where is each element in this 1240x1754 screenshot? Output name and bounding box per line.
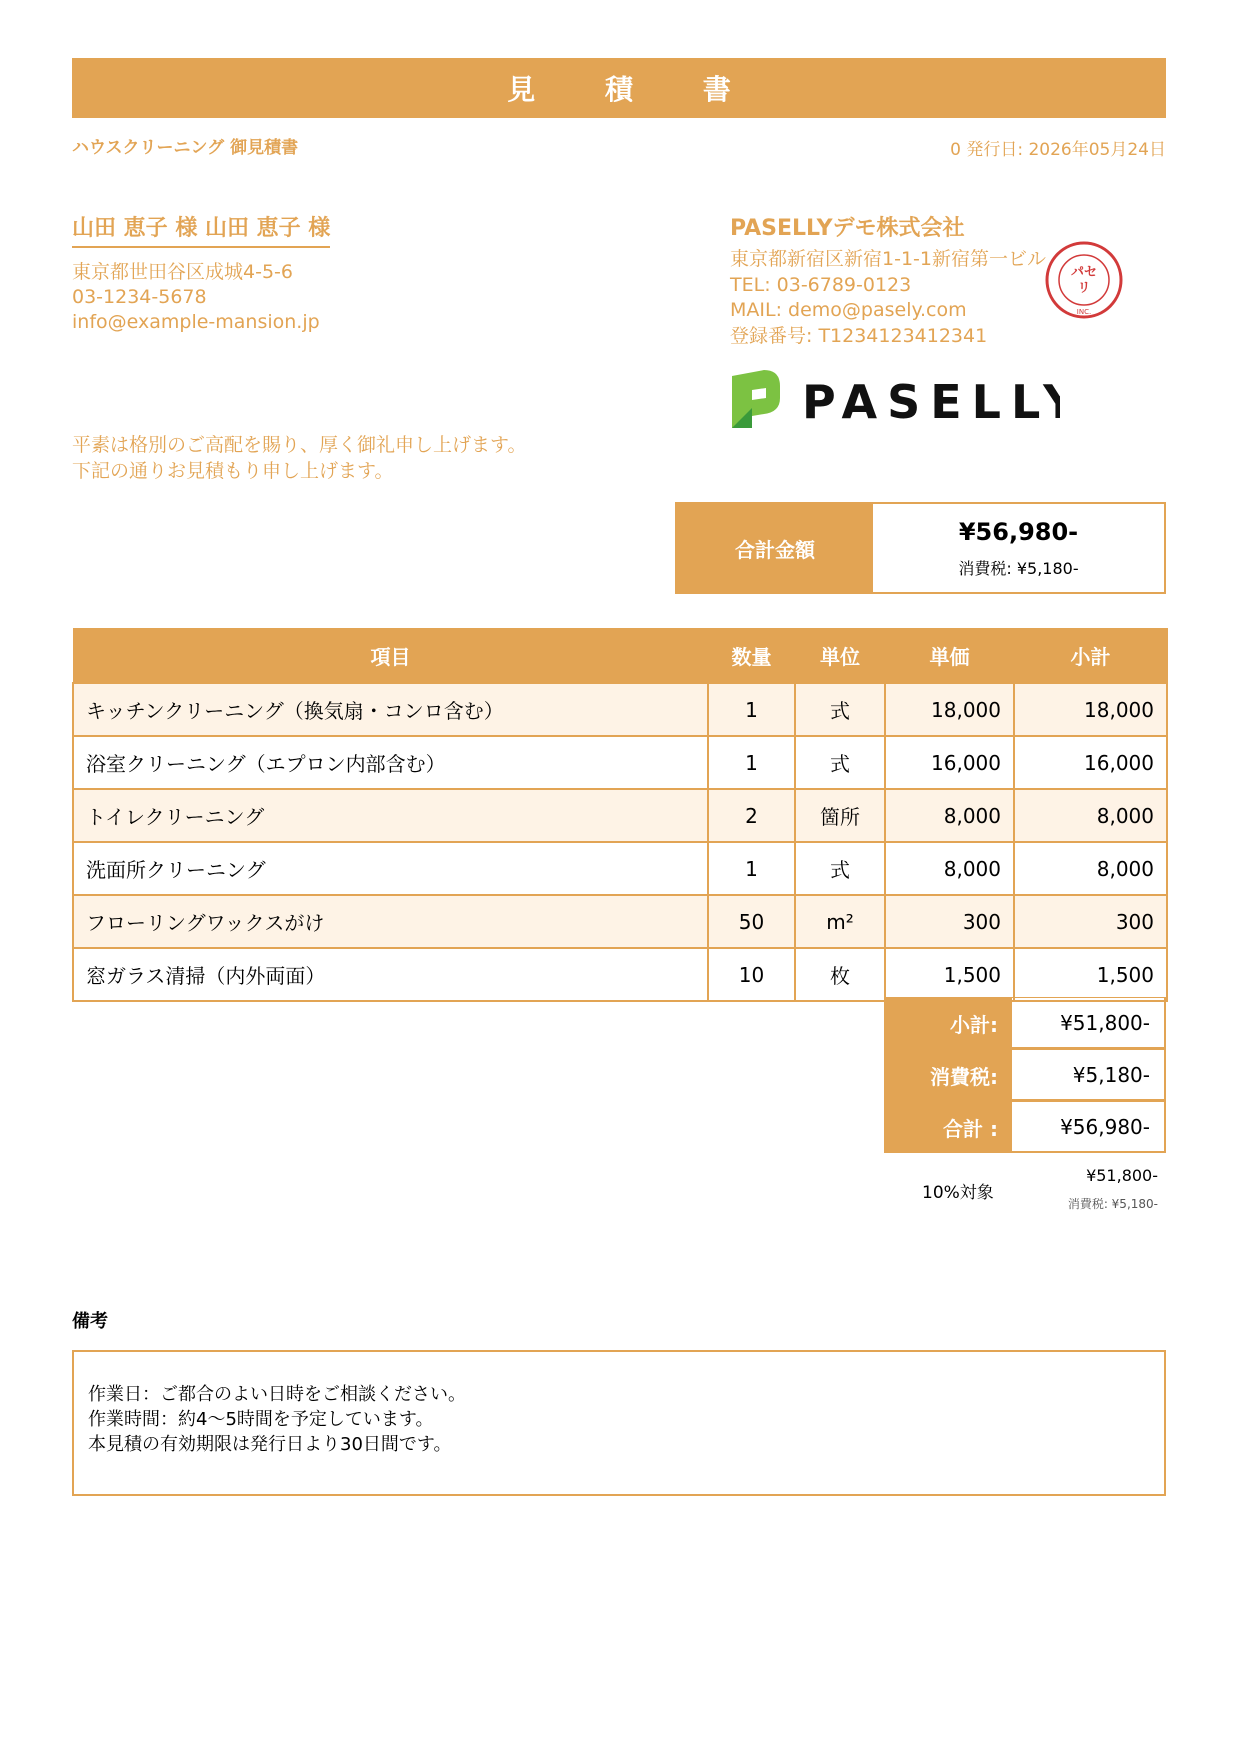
table-row [73,842,1167,895]
header-subtotal: 小計 [1014,629,1167,684]
summary-tax-value: ¥5,180- [1012,1049,1166,1101]
svg-text:INC.: INC. [1076,308,1092,316]
summary-tax-row [884,1049,1166,1101]
items-table-header [73,629,1167,684]
company-registration: 登録番号: T1234123412341 [730,324,988,347]
document-subtitle: ハウスクリーニング 御見積書 [72,138,299,158]
tax-rate-label: 10%対象 [922,1183,994,1203]
items-table [72,628,1168,1002]
header-unit: 単位 [795,629,885,684]
item-unit-price: 18,000 [885,683,1014,736]
item-subtotal: 300 [1014,895,1167,948]
document-title: 見 積 書 [507,73,761,106]
item-unit-price: 1,500 [885,948,1014,1001]
grand-total-label: 合計金額 [677,504,873,592]
item-unit: 式 [795,683,885,736]
item-unit: 式 [795,842,885,895]
item-unit-price: 16,000 [885,736,1014,789]
item-name: 洗面所クリーニング [73,842,708,895]
item-subtotal: 1,500 [1014,948,1167,1001]
item-unit: m² [795,895,885,948]
item-unit-price: 300 [885,895,1014,948]
summary-tax-label: 消費税: [884,1049,1012,1101]
header-item: 項目 [73,629,708,684]
item-subtotal: 18,000 [1014,683,1167,736]
item-unit-price: 8,000 [885,789,1014,842]
greeting [72,432,526,484]
header-unit-price: 単価 [885,629,1014,684]
notes-title: 備考 [72,1311,108,1332]
summary-total-label: 合計 : [884,1101,1012,1153]
summary-table [884,997,1166,1153]
item-quantity: 2 [708,789,795,842]
client-phone: 03-1234-5678 [72,286,207,308]
summary-total-row [884,1101,1166,1153]
item-quantity: 1 [708,683,795,736]
tax-rate-tax: 消費税: ¥5,180- [1067,1197,1158,1211]
item-name: トイレクリーニング [73,789,708,842]
greeting-line-1: 平素は格別のご高配を賜り、厚く御礼申し上げます。 [72,434,527,456]
item-quantity: 50 [708,895,795,948]
company-tel: TEL: 03-6789-0123 [730,273,912,296]
item-name: フローリングワックスがけ [73,895,708,948]
svg-text:PASELLY: PASELLY [802,375,1060,429]
item-subtotal: 16,000 [1014,736,1167,789]
item-quantity: 10 [708,948,795,1001]
grand-total-box [675,502,1166,594]
company-name: PASELLYデモ株式会社 [730,216,965,241]
item-unit: 式 [795,736,885,789]
document-title-bar [72,58,1166,118]
table-row [73,948,1167,1001]
client-info [72,260,320,335]
item-quantity: 1 [708,842,795,895]
summary-subtotal-label: 小計: [884,997,1012,1049]
item-quantity: 1 [708,736,795,789]
company-seal-stamp [1044,240,1124,320]
greeting-line-2: 下記の通りお見積もり申し上げます。 [72,460,394,482]
grand-total-tax: 消費税: ¥5,180- [958,558,1079,578]
company-logo [730,368,1060,434]
company-mail: MAIL: demo@pasely.com [730,299,967,321]
table-row [73,736,1167,789]
issue-date: 0 発行日: 2026年05月24日 [950,140,1166,160]
svg-text:パセ: パセ [1070,265,1098,280]
item-unit: 箇所 [795,789,885,842]
item-subtotal: 8,000 [1014,842,1167,895]
summary-subtotal-value: ¥51,800- [1012,997,1166,1049]
client-address: 東京都世田谷区成城4-5-6 [72,261,293,283]
summary-subtotal-row [884,997,1166,1049]
item-unit-price: 8,000 [885,842,1014,895]
svg-text:リ: リ [1077,281,1091,296]
item-unit: 枚 [795,948,885,1001]
item-subtotal: 8,000 [1014,789,1167,842]
notes-line-2: 作業時間：約4〜5時間を予定しています。 [88,1409,434,1430]
table-row [73,895,1167,948]
notes-box [72,1350,1166,1496]
client-email: info@example-mansion.jp [72,311,320,333]
client-name: 山田 恵子 様 山田 恵子 様 [72,211,330,248]
header-quantity: 数量 [708,629,795,684]
table-row [73,683,1167,736]
company-address: 東京都新宿区新宿1-1-1新宿第一ビル [730,248,1046,270]
notes-line-3: 本見積の有効期限は発行日より30日間です。 [88,1434,452,1455]
item-name: 浴室クリーニング（エプロン内部含む） [73,736,708,789]
grand-total-value [873,504,1164,592]
item-name: キッチンクリーニング（換気扇・コンロ含む） [73,683,708,736]
table-row [73,789,1167,842]
tax-rate-base: ¥51,800- [1086,1166,1158,1185]
summary-total-value: ¥56,980- [1012,1101,1166,1153]
item-name: 窓ガラス清掃（内外両面） [73,948,708,1001]
grand-total-amount: ¥56,980- [958,517,1079,546]
notes-line-1: 作業日：ご都合のよい日時をご相談ください。 [88,1384,466,1405]
